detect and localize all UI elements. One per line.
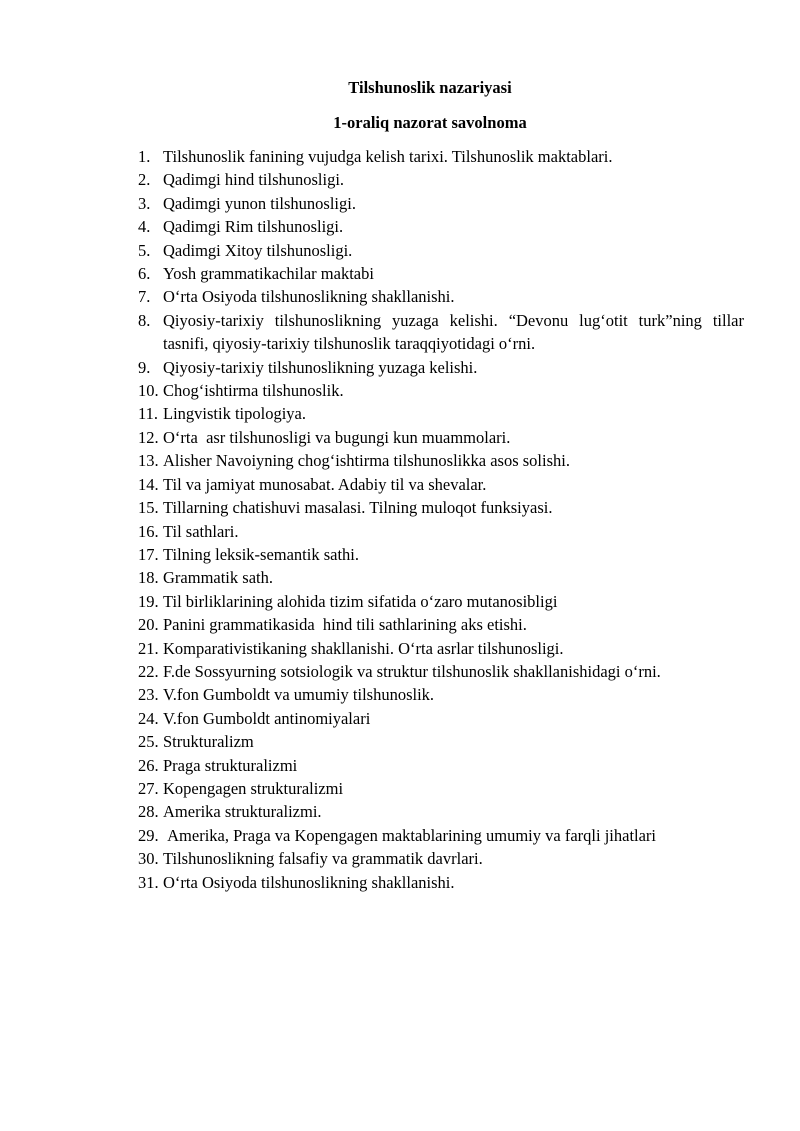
question-item xyxy=(138,637,744,660)
question-item xyxy=(138,145,744,168)
question-number: 16. xyxy=(138,521,159,541)
question-number: 19. xyxy=(138,591,159,611)
question-text: Praga strukturalizmi xyxy=(163,755,298,775)
question-item xyxy=(138,426,744,449)
question-number: 30. xyxy=(138,849,159,869)
question-item xyxy=(138,168,744,191)
question-item xyxy=(138,449,744,472)
question-text: Tillarning chatishuvi masalasi. Tilning muloqot funksiyasi. xyxy=(163,498,553,518)
question-number: 11. xyxy=(138,404,159,424)
question-item xyxy=(138,660,744,683)
question-text: Tilshunoslik fanining vujudga kelish tarixi. Tilshunoslik maktablari. xyxy=(163,147,613,166)
question-number: 14. xyxy=(138,474,159,494)
question-item xyxy=(138,871,744,894)
question-text: V.fon Gumboldt antinomiyalari xyxy=(163,708,371,728)
question-text: Chogʻishtirma tilshunoslik. xyxy=(163,381,344,401)
question-number: 18. xyxy=(138,568,159,588)
question-text: Oʻrta asr tilshunosligi va bugungi kun muammolari. xyxy=(163,427,511,447)
question-number: 28. xyxy=(138,802,159,822)
question-text: Komparativistikaning shakllanishi. Oʻrta asrlar tilshunosligi. xyxy=(163,638,564,658)
question-number: 22. xyxy=(138,661,159,681)
question-text: Strukturalizm xyxy=(163,732,254,752)
question-number: 8. xyxy=(138,310,151,330)
question-number: 26. xyxy=(138,755,159,775)
question-item xyxy=(138,520,744,543)
question-number: 2. xyxy=(138,170,151,190)
question-text: Tilshunoslikning falsafiy va grammatik davrlari. xyxy=(163,849,483,869)
question-text: Grammatik sath. xyxy=(163,568,273,588)
question-item xyxy=(138,402,744,425)
question-item xyxy=(138,192,744,215)
question-number: 6. xyxy=(138,264,151,284)
question-number: 1. xyxy=(138,147,151,166)
question-item xyxy=(138,285,744,308)
question-number: 20. xyxy=(138,615,159,635)
question-number: 31. xyxy=(138,872,159,892)
question-text: F.de Sossyurning sotsiologik va struktur tilshunoslik shakllanishidagi oʻrni. xyxy=(163,661,661,681)
question-item xyxy=(138,543,744,566)
question-number: 21. xyxy=(138,638,159,658)
question-number: 13. xyxy=(138,451,159,471)
question-item xyxy=(138,847,744,870)
question-list xyxy=(138,145,749,894)
question-text: Til va jamiyat munosabat. Adabiy til va shevalar. xyxy=(163,474,487,494)
question-text: Qadimgi Rim tilshunosligi. xyxy=(163,217,344,237)
question-item xyxy=(138,379,744,402)
question-item xyxy=(138,730,744,753)
question-item xyxy=(138,613,744,636)
question-text: Amerika strukturalizmi. xyxy=(163,802,322,822)
question-item xyxy=(138,683,744,706)
question-text: Tilning leksik-semantik sathi. xyxy=(163,544,360,564)
question-number: 29. xyxy=(138,825,159,845)
question-item xyxy=(138,309,749,356)
question-text: Oʻrta Osiyoda tilshunoslikning shakllanishi. xyxy=(163,872,455,892)
question-number: 4. xyxy=(138,217,151,237)
question-text: Qiyosiy-tarixiy tilshunoslikning yuzaga kelishi. xyxy=(163,357,478,377)
question-text: Amerika, Praga va Kopengagen maktablarining umumiy va farqli jihatlari xyxy=(163,825,657,845)
question-text: Panini grammatikasida hind tili sathlarining aks etishi. xyxy=(163,615,527,635)
question-item xyxy=(138,777,744,800)
question-text: Kopengagen strukturalizmi xyxy=(163,778,344,798)
question-text: Qiyosiy-tarixiy tilshunoslikning yuzaga kelishi. “Devonu lugʻotit turk”ning tillar tasnifi, qiyosiy-tarixiy tilshunoslik taraqqiyotidagi oʻrni. xyxy=(163,310,749,354)
question-text: Alisher Navoiyning chogʻishtirma tilshunoslikka asos solishi. xyxy=(163,451,570,471)
document-subtitle: 1-oraliq nazorat savolnoma xyxy=(333,113,527,132)
question-number: 17. xyxy=(138,544,159,564)
document-title: Tilshunoslik nazariyasi xyxy=(348,78,512,97)
question-item xyxy=(138,239,744,262)
question-text: Lingvistik tipologiya. xyxy=(163,404,306,424)
question-item xyxy=(138,215,744,238)
question-number: 15. xyxy=(138,498,159,518)
question-text: Qadimgi hind tilshunosligi. xyxy=(163,170,345,190)
question-number: 12. xyxy=(138,427,159,447)
question-item xyxy=(138,473,744,496)
question-number: 25. xyxy=(138,732,159,752)
question-text: V.fon Gumboldt va umumiy tilshunoslik. xyxy=(163,685,435,705)
question-item xyxy=(138,566,744,589)
question-number: 5. xyxy=(138,240,151,260)
question-item xyxy=(138,590,744,613)
question-item xyxy=(138,754,744,777)
question-item xyxy=(138,800,744,823)
question-number: 9. xyxy=(138,357,151,377)
question-number: 24. xyxy=(138,708,159,728)
question-number: 7. xyxy=(138,287,151,307)
question-item xyxy=(138,356,744,379)
question-number: 27. xyxy=(138,778,159,798)
question-item xyxy=(138,707,744,730)
question-text: Qadimgi yunon tilshunosligi. xyxy=(163,193,356,213)
question-text: Yosh grammatikachilar maktabi xyxy=(163,264,374,284)
question-text: Til sathlari. xyxy=(163,521,239,541)
question-text: Oʻrta Osiyoda tilshunoslikning shakllanishi. xyxy=(163,287,455,307)
question-item xyxy=(138,262,744,285)
question-text: Til birliklarining alohida tizim sifatida oʻzaro mutanosibligi xyxy=(163,591,558,611)
question-number: 3. xyxy=(138,193,151,213)
question-number: 10. xyxy=(138,381,159,401)
question-item xyxy=(138,824,744,847)
question-item xyxy=(138,496,744,519)
question-text: Qadimgi Xitoy tilshunosligi. xyxy=(163,240,353,260)
question-number: 23. xyxy=(138,685,159,705)
